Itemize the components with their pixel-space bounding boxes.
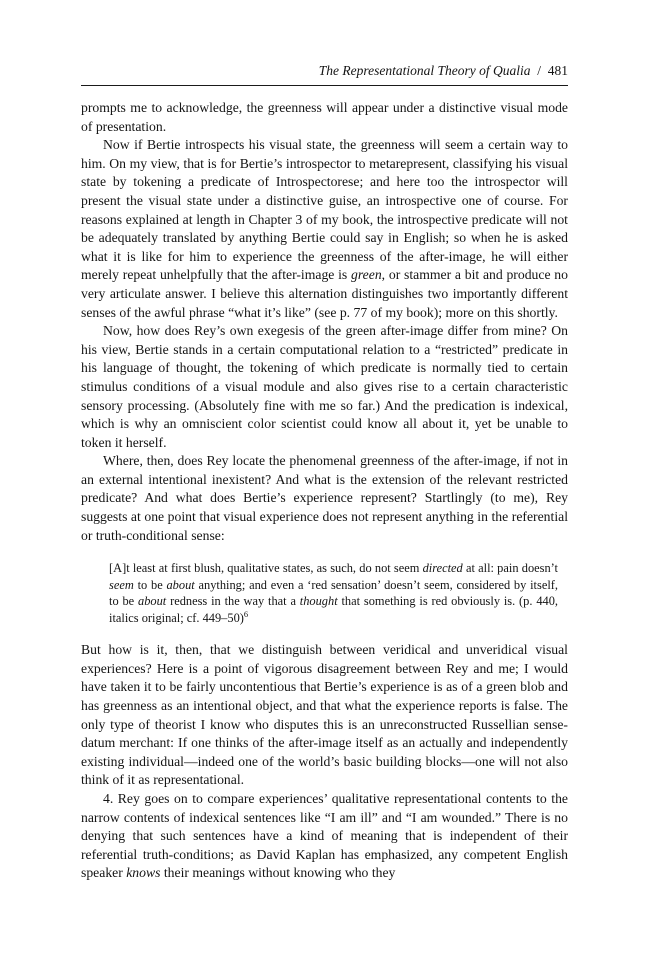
paragraph: Now if Bertie introspects his visual state, the greenness will seem a certain way to him. On my view, that is for Bertie’s introspector to metarepresent, classifying his visual state by tokening a predicate of Introspectorese; and here too the introspector will present the visual state under a distinctive guise, an introspective one of course. For reasons explained at length in Chapter 3 of my book, the introspective predicate will not be adequately translated by anything Bertie could say in English; so when he is asked what it is like for him to experience the greenness of the after-image, he will either merely repeat unhelpfully that the after-image is green, or stammer a bit and produce no very articulate answer. I believe this alternation distinguishes two importantly different senses of the awful phrase “what it’s like” (see p. 77 of my book); more on this shortly.: [81, 137, 568, 320]
block-quote: [A]t least at first blush, qualitative states, as such, do not seem directed at all: pain doesn’t seem to be about anything; and even a ‘red sensation’ doesn’t seem, considered by itself, to be about redness in the way that a thought that something is red obviously is. (p. 440, italics original; cf. 449–50)$^6$: [109, 561, 558, 625]
running-head-rule: [81, 85, 568, 86]
page-number: 481: [547, 63, 568, 78]
paragraph: Now, how does Rey’s own exegesis of the green after-image differ from mine? On his view, Bertie stands in a certain computational relation to a “restricted” predicate in his language of thought, the tokening of which predicate is normally tied to certain stimulus conditions of a visual module and also gives rise to a certain characteristic sensory processing. (Absolutely fine with me so far.) And the predication is indexical, which is why an omniscient color scientist could know all about it, yet be unable to token it herself.: [81, 323, 568, 450]
running-head: [81, 62, 568, 85]
running-head-separator: /: [530, 63, 548, 78]
running-head-title: The Representational Theory of Qualia: [318, 63, 531, 78]
page-body: [81, 99, 568, 883]
paragraph: Where, then, does Rey locate the phenomenal greenness of the after-image, if not in an external intentional inexistent? And what is the extension of the relevant restricted predicate? And what does Bertie’s experience represent? Startlingly (to me), Rey suggests at one point that visual experience does not represent anything in the referential or truth-conditional sense:: [81, 453, 568, 543]
paragraph: prompts me to acknowledge, the greenness will appear under a distinctive visual mode of presentation.: [81, 100, 568, 134]
page-content: [81, 62, 568, 883]
paragraph: 4. Rey goes on to compare experiences’ qualitative representational contents to the narrow contents of indexical sentences like “I am ill” and “I am wounded.” There is no denying that such sentences have a kind of meaning that is independent of their referential truth-conditions; as David Kaplan has emphasized, any competent English speaker knows their meanings without knowing who they: [81, 791, 568, 881]
paragraph: But how is it, then, that we distinguish between veridical and unveridical visual experiences? Here is a point of vigorous disagreement between Rey and me; I would have taken it to be fairly uncontentious that Bertie’s experience is as of a green blob and has greenness as an intentional object, and that what the experience reports is false. The only type of theorist I know who disputes this is an unreconstructed Russellian sense-datum merchant: If one thinks of the after-image itself as an actually and independently existing individual—indeed one of the world’s basic building blocks—one will not also think of it as representational.: [81, 642, 568, 788]
